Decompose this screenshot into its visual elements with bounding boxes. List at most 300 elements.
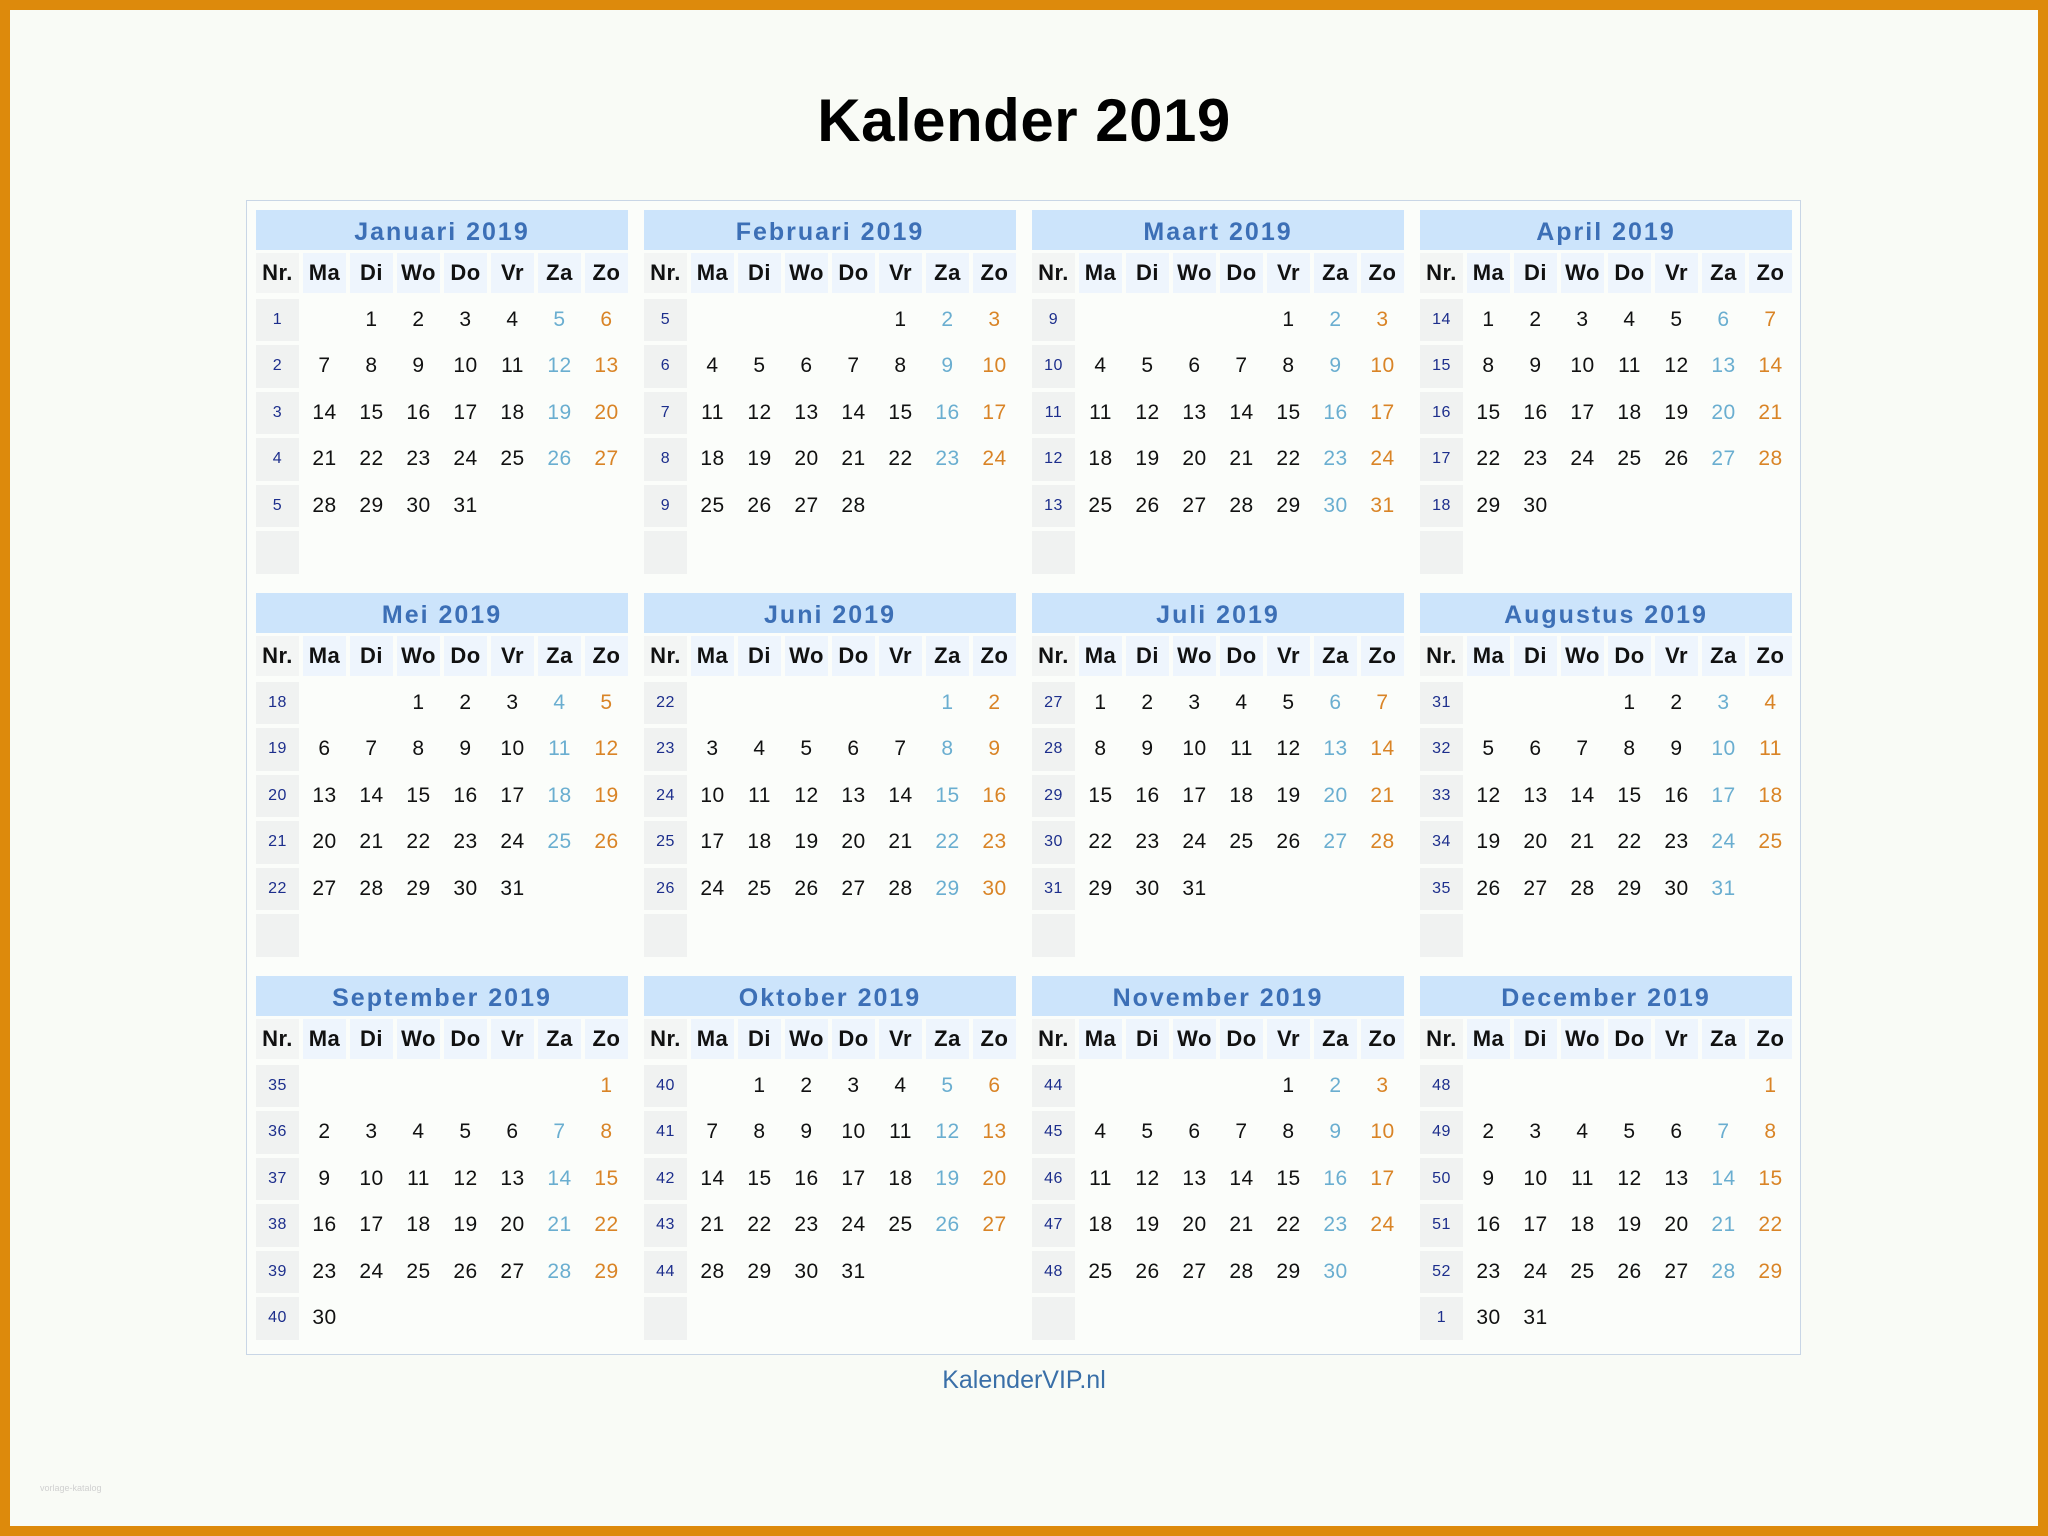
month-title: September 2019 (256, 976, 628, 1016)
day-cell: 26 (935, 1213, 960, 1237)
empty-day-cell (350, 529, 393, 576)
day-cell: 26 (747, 493, 772, 517)
empty-day-cell (491, 483, 534, 530)
day-cell: 27 (1182, 1259, 1207, 1283)
day-cell: 13 (1711, 354, 1736, 378)
empty-day-cell (1220, 1063, 1263, 1110)
day-cell: 10 (700, 783, 725, 807)
weekday-header: Zo (1749, 636, 1792, 676)
empty-day-cell (832, 297, 875, 344)
week-number: 33 (1420, 775, 1463, 818)
day-cell: 13 (841, 783, 866, 807)
month-title: Maart 2019 (1032, 210, 1404, 250)
week-number: 44 (644, 1251, 687, 1294)
weekday-header: Di (738, 636, 781, 676)
day-cell: 25 (888, 1213, 913, 1237)
watermark: vorlage-katalog (40, 1483, 102, 1493)
day-cell: 26 (1664, 447, 1689, 471)
day-cell: 28 (547, 1259, 572, 1283)
day-cell: 30 (406, 493, 431, 517)
empty-day-cell (879, 1249, 922, 1296)
day-cell: 3 (1376, 307, 1389, 331)
day-cell: 13 (312, 783, 337, 807)
day-cell: 13 (500, 1166, 525, 1190)
week-number: 43 (644, 1204, 687, 1247)
empty-day-cell (538, 1063, 581, 1110)
day-cell: 6 (318, 737, 331, 761)
weekday-header: Za (926, 253, 969, 293)
day-cell: 4 (1764, 690, 1777, 714)
day-cell: 23 (453, 830, 478, 854)
day-cell: 5 (459, 1120, 472, 1144)
empty-day-cell (738, 1295, 781, 1342)
day-cell: 19 (794, 830, 819, 854)
empty-day-cell (973, 1249, 1016, 1296)
day-cell: 24 (359, 1259, 384, 1283)
day-cell: 29 (1617, 876, 1642, 900)
day-cell: 2 (988, 690, 1001, 714)
week-number: 15 (1420, 345, 1463, 388)
week-number: 35 (1420, 868, 1463, 911)
day-cell: 6 (800, 354, 813, 378)
day-cell: 17 (453, 400, 478, 424)
day-cell: 7 (318, 354, 331, 378)
weekday-header: Do (832, 636, 875, 676)
week-number: 5 (256, 485, 299, 528)
day-cell: 26 (1476, 876, 1501, 900)
weekday-header: Zo (1749, 253, 1792, 293)
empty-day-cell (785, 912, 828, 959)
weekday-header: Vr (879, 1019, 922, 1059)
empty-day-cell (832, 912, 875, 959)
empty-day-cell (397, 1063, 440, 1110)
empty-day-cell (973, 483, 1016, 530)
day-cell: 7 (706, 1120, 719, 1144)
weekday-header: Za (926, 636, 969, 676)
day-cell: 11 (1618, 354, 1641, 378)
day-cell: 13 (982, 1120, 1007, 1144)
day-cell: 18 (700, 447, 725, 471)
day-cell: 14 (841, 400, 866, 424)
day-cell: 29 (1276, 1259, 1301, 1283)
week-number: 22 (256, 868, 299, 911)
month-block (1420, 976, 1792, 1342)
day-cell: 8 (1282, 354, 1295, 378)
day-cell: 15 (1088, 783, 1113, 807)
empty-day-cell (879, 912, 922, 959)
weekday-header: Ma (1467, 636, 1510, 676)
day-cell: 5 (1670, 307, 1683, 331)
day-cell: 4 (1094, 1120, 1107, 1144)
month-title: Augustus 2019 (1420, 593, 1792, 633)
day-cell: 11 (889, 1120, 912, 1144)
empty-day-cell (1314, 912, 1357, 959)
weekday-header: Di (1514, 1019, 1557, 1059)
week-number: 30 (1032, 821, 1075, 864)
weekday-header: Za (538, 636, 581, 676)
weekday-header: Di (350, 636, 393, 676)
day-cell: 19 (1476, 830, 1501, 854)
day-cell: 9 (1141, 737, 1154, 761)
week-number (1032, 1297, 1075, 1340)
weekday-header: Do (444, 636, 487, 676)
day-cell: 21 (1370, 783, 1395, 807)
day-cell: 19 (1135, 447, 1160, 471)
day-cell: 4 (1094, 354, 1107, 378)
day-cell: 1 (365, 307, 378, 331)
empty-day-cell (973, 529, 1016, 576)
empty-day-cell (303, 297, 346, 344)
week-number (1032, 914, 1075, 957)
day-cell: 21 (1229, 1213, 1254, 1237)
empty-day-cell (1749, 529, 1792, 576)
day-cell: 9 (1329, 354, 1342, 378)
day-cell: 13 (1182, 400, 1207, 424)
empty-day-cell (1220, 297, 1263, 344)
week-number: 45 (1032, 1111, 1075, 1154)
day-cell: 14 (1370, 737, 1395, 761)
day-cell: 31 (453, 493, 478, 517)
day-cell: 15 (1758, 1166, 1783, 1190)
day-cell: 16 (1135, 783, 1160, 807)
day-cell: 11 (548, 737, 571, 761)
empty-day-cell (538, 483, 581, 530)
day-cell: 15 (1276, 400, 1301, 424)
day-cell: 29 (1758, 1259, 1783, 1283)
footer-website[interactable]: KalenderVIP.nl (942, 1366, 1106, 1394)
day-cell: 23 (312, 1259, 337, 1283)
empty-day-cell (1514, 680, 1557, 727)
empty-day-cell (1220, 1295, 1263, 1342)
day-cell: 11 (1089, 1166, 1112, 1190)
day-cell: 23 (935, 447, 960, 471)
day-cell: 3 (1529, 1120, 1542, 1144)
day-cell: 22 (594, 1213, 619, 1237)
weekday-header: Za (538, 253, 581, 293)
day-cell: 17 (1711, 783, 1736, 807)
weekday-header: Vr (1267, 636, 1310, 676)
day-cell: 20 (594, 400, 619, 424)
weekday-header: Za (1702, 636, 1745, 676)
day-cell: 24 (1370, 447, 1395, 471)
weekday-header: Do (1608, 253, 1651, 293)
day-cell: 4 (506, 307, 519, 331)
day-cell: 18 (406, 1213, 431, 1237)
weekday-header: Wo (785, 253, 828, 293)
empty-day-cell (397, 1295, 440, 1342)
day-cell: 28 (700, 1259, 725, 1283)
day-cell: 23 (1323, 447, 1348, 471)
day-cell: 27 (794, 493, 819, 517)
week-number: 26 (644, 868, 687, 911)
week-number-header: Nr. (644, 636, 687, 676)
week-number-header: Nr. (256, 1019, 299, 1059)
empty-day-cell (585, 1295, 628, 1342)
day-cell: 28 (312, 493, 337, 517)
week-number: 44 (1032, 1065, 1075, 1108)
empty-day-cell (1514, 529, 1557, 576)
empty-day-cell (691, 297, 734, 344)
empty-day-cell (1173, 1063, 1216, 1110)
empty-day-cell (738, 529, 781, 576)
week-number: 51 (1420, 1204, 1463, 1247)
week-number: 14 (1420, 299, 1463, 342)
day-cell: 1 (600, 1073, 613, 1097)
empty-day-cell (926, 529, 969, 576)
day-cell: 8 (365, 354, 378, 378)
week-number: 1 (256, 299, 299, 342)
day-cell: 14 (1229, 400, 1254, 424)
weekday-header: Di (1514, 636, 1557, 676)
empty-day-cell (491, 529, 534, 576)
day-cell: 19 (747, 447, 772, 471)
day-cell: 29 (747, 1259, 772, 1283)
empty-day-cell (1749, 866, 1792, 913)
day-cell: 7 (1235, 1120, 1248, 1144)
week-number-header: Nr. (1032, 1019, 1075, 1059)
day-cell: 16 (982, 783, 1007, 807)
week-number: 35 (256, 1065, 299, 1108)
day-cell: 28 (1229, 1259, 1254, 1283)
day-cell: 19 (1276, 783, 1301, 807)
day-cell: 14 (359, 783, 384, 807)
day-cell: 18 (1570, 1213, 1595, 1237)
day-cell: 19 (935, 1166, 960, 1190)
day-cell: 22 (1476, 447, 1501, 471)
month-block (1032, 976, 1404, 1342)
day-cell: 5 (941, 1073, 954, 1097)
day-cell: 20 (1182, 1213, 1207, 1237)
weekday-header: Di (1126, 636, 1169, 676)
day-cell: 21 (312, 447, 337, 471)
month-days-grid (1032, 633, 1404, 959)
weekday-header: Za (1314, 253, 1357, 293)
day-cell: 5 (553, 307, 566, 331)
week-number: 48 (1032, 1251, 1075, 1294)
empty-day-cell (491, 1063, 534, 1110)
day-cell: 12 (1135, 400, 1160, 424)
empty-day-cell (1173, 912, 1216, 959)
day-cell: 3 (1717, 690, 1730, 714)
day-cell: 16 (312, 1213, 337, 1237)
weekday-header: Wo (1561, 636, 1604, 676)
day-cell: 2 (318, 1120, 331, 1144)
weekday-header: Zo (973, 1019, 1016, 1059)
empty-day-cell (1561, 1295, 1604, 1342)
week-number: 9 (644, 485, 687, 528)
empty-day-cell (832, 529, 875, 576)
day-cell: 15 (594, 1166, 619, 1190)
day-cell: 1 (941, 690, 954, 714)
day-cell: 22 (1088, 830, 1113, 854)
day-cell: 13 (1182, 1166, 1207, 1190)
month-days-grid (1420, 250, 1792, 576)
weekday-header: Wo (785, 1019, 828, 1059)
day-cell: 7 (847, 354, 860, 378)
day-cell: 23 (1523, 447, 1548, 471)
day-cell: 18 (747, 830, 772, 854)
day-cell: 2 (1670, 690, 1683, 714)
empty-day-cell (879, 680, 922, 727)
day-cell: 17 (1182, 783, 1207, 807)
day-cell: 19 (1135, 1213, 1160, 1237)
day-cell: 21 (547, 1213, 572, 1237)
week-number: 19 (256, 728, 299, 771)
empty-day-cell (1467, 680, 1510, 727)
week-number: 25 (644, 821, 687, 864)
empty-day-cell (1126, 1063, 1169, 1110)
day-cell: 21 (700, 1213, 725, 1237)
empty-day-cell (538, 912, 581, 959)
month-days-grid (1420, 1016, 1792, 1342)
weekday-header: Ma (1079, 253, 1122, 293)
day-cell: 9 (412, 354, 425, 378)
day-cell: 15 (1276, 1166, 1301, 1190)
empty-day-cell (1561, 483, 1604, 530)
day-cell: 26 (1617, 1259, 1642, 1283)
week-number: 29 (1032, 775, 1075, 818)
day-cell: 4 (553, 690, 566, 714)
empty-day-cell (1608, 912, 1651, 959)
day-cell: 18 (888, 1166, 913, 1190)
day-cell: 9 (459, 737, 472, 761)
day-cell: 31 (1370, 493, 1395, 517)
day-cell: 17 (982, 400, 1007, 424)
empty-day-cell (585, 483, 628, 530)
empty-day-cell (1314, 529, 1357, 576)
empty-day-cell (926, 912, 969, 959)
empty-day-cell (1314, 1295, 1357, 1342)
empty-day-cell (1220, 912, 1263, 959)
week-number: 7 (644, 392, 687, 435)
day-cell: 22 (747, 1213, 772, 1237)
empty-day-cell (738, 680, 781, 727)
week-number-header: Nr. (256, 636, 299, 676)
day-cell: 16 (1323, 1166, 1348, 1190)
day-cell: 14 (700, 1166, 725, 1190)
day-cell: 11 (407, 1166, 430, 1190)
week-number: 18 (1420, 485, 1463, 528)
day-cell: 1 (1482, 307, 1495, 331)
day-cell: 22 (1758, 1213, 1783, 1237)
day-cell: 12 (547, 354, 572, 378)
week-number (256, 914, 299, 957)
day-cell: 3 (506, 690, 519, 714)
weekday-header: Wo (1561, 1019, 1604, 1059)
weekday-header: Ma (691, 636, 734, 676)
day-cell: 20 (1323, 783, 1348, 807)
month-block (644, 210, 1016, 576)
day-cell: 31 (841, 1259, 866, 1283)
weekday-header: Za (1314, 636, 1357, 676)
empty-day-cell (1079, 1295, 1122, 1342)
day-cell: 1 (1623, 690, 1636, 714)
day-cell: 8 (412, 737, 425, 761)
empty-day-cell (1079, 1063, 1122, 1110)
day-cell: 24 (1523, 1259, 1548, 1283)
day-cell: 29 (406, 876, 431, 900)
day-cell: 1 (1764, 1073, 1777, 1097)
page-title: Kalender 2019 (817, 87, 1231, 154)
weekday-header: Za (926, 1019, 969, 1059)
day-cell: 28 (1370, 830, 1395, 854)
day-cell: 28 (1711, 1259, 1736, 1283)
weekday-header: Zo (1361, 1019, 1404, 1059)
week-number: 31 (1420, 682, 1463, 725)
weekday-header: Vr (1655, 1019, 1698, 1059)
weekday-header: Zo (1361, 253, 1404, 293)
empty-day-cell (303, 680, 346, 727)
empty-day-cell (879, 529, 922, 576)
day-cell: 5 (1482, 737, 1495, 761)
week-number-header: Nr. (1420, 636, 1463, 676)
empty-day-cell (1173, 297, 1216, 344)
day-cell: 27 (1323, 830, 1348, 854)
weekday-header: Di (1126, 253, 1169, 293)
week-number: 37 (256, 1158, 299, 1201)
day-cell: 6 (506, 1120, 519, 1144)
day-cell: 24 (982, 447, 1007, 471)
day-cell: 27 (1664, 1259, 1689, 1283)
day-cell: 24 (841, 1213, 866, 1237)
day-cell: 22 (1276, 1213, 1301, 1237)
day-cell: 25 (1617, 447, 1642, 471)
day-cell: 5 (600, 690, 613, 714)
weekday-header: Do (832, 253, 875, 293)
day-cell: 7 (365, 737, 378, 761)
day-cell: 24 (1711, 830, 1736, 854)
empty-day-cell (1702, 529, 1745, 576)
weekday-header: Do (444, 1019, 487, 1059)
day-cell: 12 (794, 783, 819, 807)
day-cell: 25 (1088, 493, 1113, 517)
week-number: 31 (1032, 868, 1075, 911)
empty-day-cell (785, 680, 828, 727)
empty-day-cell (1126, 1295, 1169, 1342)
day-cell: 16 (406, 400, 431, 424)
empty-day-cell (1608, 1063, 1651, 1110)
empty-day-cell (444, 529, 487, 576)
empty-day-cell (832, 1295, 875, 1342)
empty-day-cell (1608, 529, 1651, 576)
day-cell: 25 (747, 876, 772, 900)
day-cell: 28 (841, 493, 866, 517)
day-cell: 7 (1235, 354, 1248, 378)
weekday-header: Di (350, 1019, 393, 1059)
empty-day-cell (1267, 529, 1310, 576)
day-cell: 16 (1664, 783, 1689, 807)
week-number: 40 (644, 1065, 687, 1108)
month-block (1420, 210, 1792, 576)
day-cell: 18 (1617, 400, 1642, 424)
day-cell: 10 (500, 737, 525, 761)
empty-day-cell (1079, 912, 1122, 959)
empty-day-cell (1655, 1063, 1698, 1110)
month-title: December 2019 (1420, 976, 1792, 1016)
day-cell: 18 (1088, 1213, 1113, 1237)
day-cell: 20 (841, 830, 866, 854)
day-cell: 16 (453, 783, 478, 807)
day-cell: 2 (941, 307, 954, 331)
day-cell: 19 (594, 783, 619, 807)
day-cell: 18 (1758, 783, 1783, 807)
day-cell: 31 (1711, 876, 1736, 900)
day-cell: 5 (1141, 1120, 1154, 1144)
empty-day-cell (1467, 1063, 1510, 1110)
empty-day-cell (691, 1295, 734, 1342)
empty-day-cell (585, 912, 628, 959)
day-cell: 12 (1476, 783, 1501, 807)
